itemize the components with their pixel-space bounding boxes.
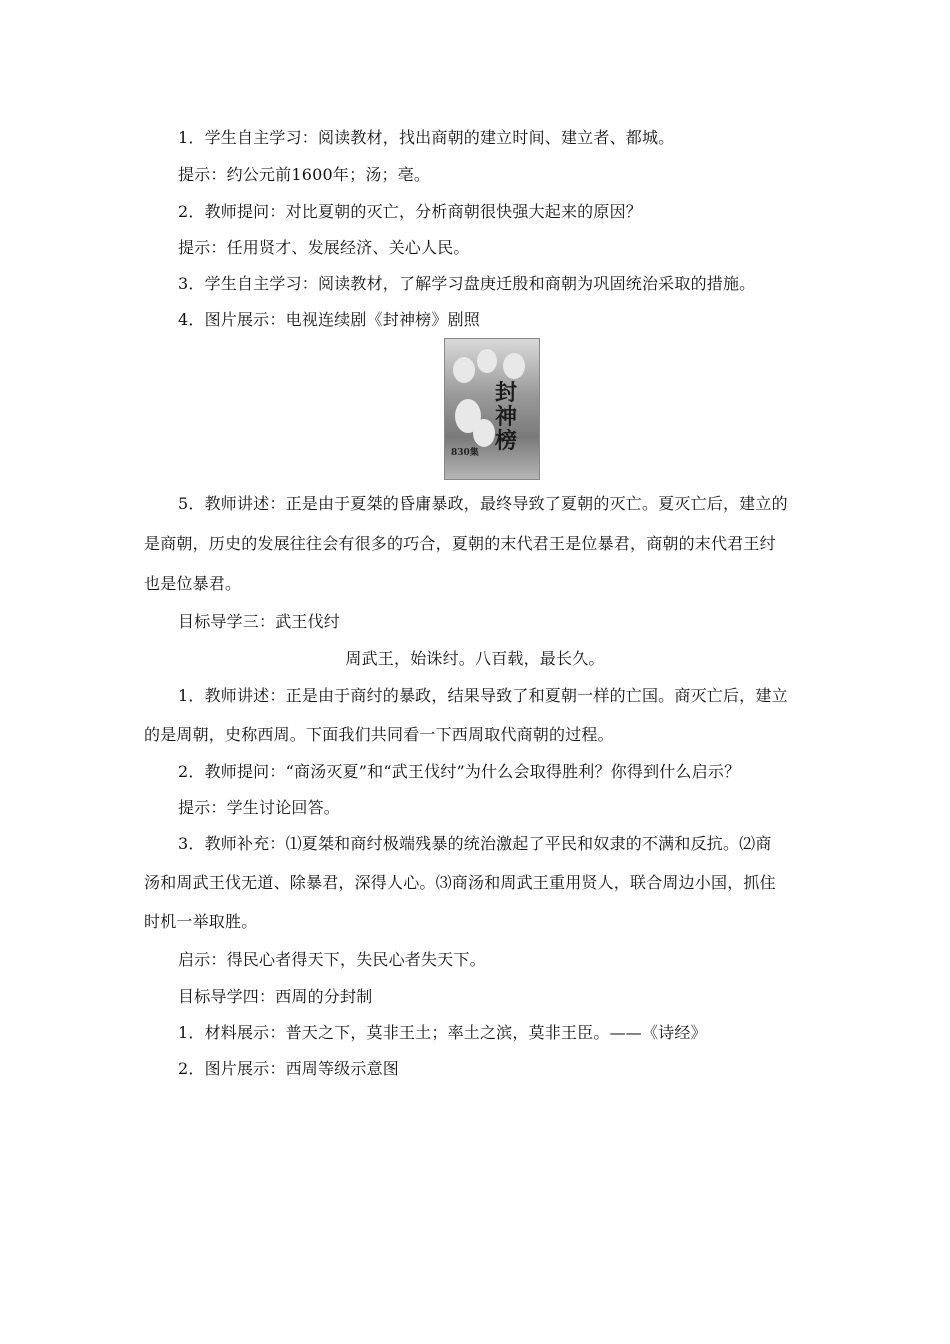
poster-title: 封神榜 bbox=[495, 380, 518, 454]
paragraph-5-line-3: 也是位暴君。 bbox=[144, 574, 242, 593]
section3-paragraph-3-line-2: 汤和周武王伐无道、除暴君，深得人心。⑶商汤和周武王重用贤人，联合周边小国，抓住 bbox=[144, 873, 776, 892]
paragraph-2: 2．教师提问：对比夏朝的灭亡，分析商朝很快强大起来的原因？ bbox=[178, 202, 642, 221]
poster-episodes: 830集 bbox=[451, 448, 479, 458]
paragraph-4: 4．图片展示：电视连续剧《封神榜》剧照 bbox=[178, 310, 480, 329]
paragraph-1: 1．学生自主学习：阅读教材，找出商朝的建立时间、建立者、都城。 bbox=[178, 128, 675, 147]
section3-paragraph-2: 2．教师提问：“商汤灭夏”和“武王伐纣”为什么会取得胜利？你得到什么启示？ bbox=[178, 762, 741, 781]
section3-paragraph-3-line-3: 时机一举取胜。 bbox=[144, 912, 258, 931]
section3-hint: 提示：学生讨论回答。 bbox=[178, 798, 341, 817]
fengshenbang-poster-image bbox=[444, 338, 540, 480]
paragraph-5-line-1: 5．教师讲述：正是由于夏桀的昏庸暴政，最终导致了夏朝的灭亡。夏灭亡后，建立的 bbox=[178, 494, 788, 513]
paragraph-5-line-2: 是商朝，历史的发展往往会有很多的巧合，夏朝的末代君王是位暴君，商朝的末代君王纣 bbox=[144, 534, 776, 553]
paragraph-3: 3．学生自主学习：阅读教材，了解学习盘庚迁殷和商朝为巩固统治采取的措施。 bbox=[178, 274, 756, 293]
section4-paragraph-2: 2．图片展示：西周等级示意图 bbox=[178, 1059, 399, 1078]
section3-paragraph-3-line-1: 3．教师补充：⑴夏桀和商纣极端残暴的统治激起了平民和奴隶的不满和反抗。⑵商 bbox=[178, 834, 772, 853]
section-heading-4: 目标导学四：西周的分封制 bbox=[178, 987, 373, 1006]
hint-1: 提示：约公元前1600年；汤；亳。 bbox=[178, 165, 431, 184]
enlightenment: 启示：得民心者得天下，失民心者失天下。 bbox=[178, 950, 486, 969]
section-heading-3: 目标导学三：武王伐纣 bbox=[178, 612, 341, 631]
verse-centered: 周武王，始诛纣。八百载，最长久。 bbox=[345, 649, 605, 668]
hint-2: 提示：任用贤才、发展经济、关心人民。 bbox=[178, 238, 470, 257]
section3-paragraph-1-line-2: 的是周朝，史称西周。下面我们共同看一下西周取代商朝的过程。 bbox=[144, 725, 614, 744]
section4-paragraph-1: 1．材料展示：普天之下，莫非王土；率土之滨，莫非王臣。——《诗经》 bbox=[178, 1023, 707, 1042]
section3-paragraph-1-line-1: 1．教师讲述：正是由于商纣的暴政，结果导致了和夏朝一样的亡国。商灭亡后，建立 bbox=[178, 686, 788, 705]
